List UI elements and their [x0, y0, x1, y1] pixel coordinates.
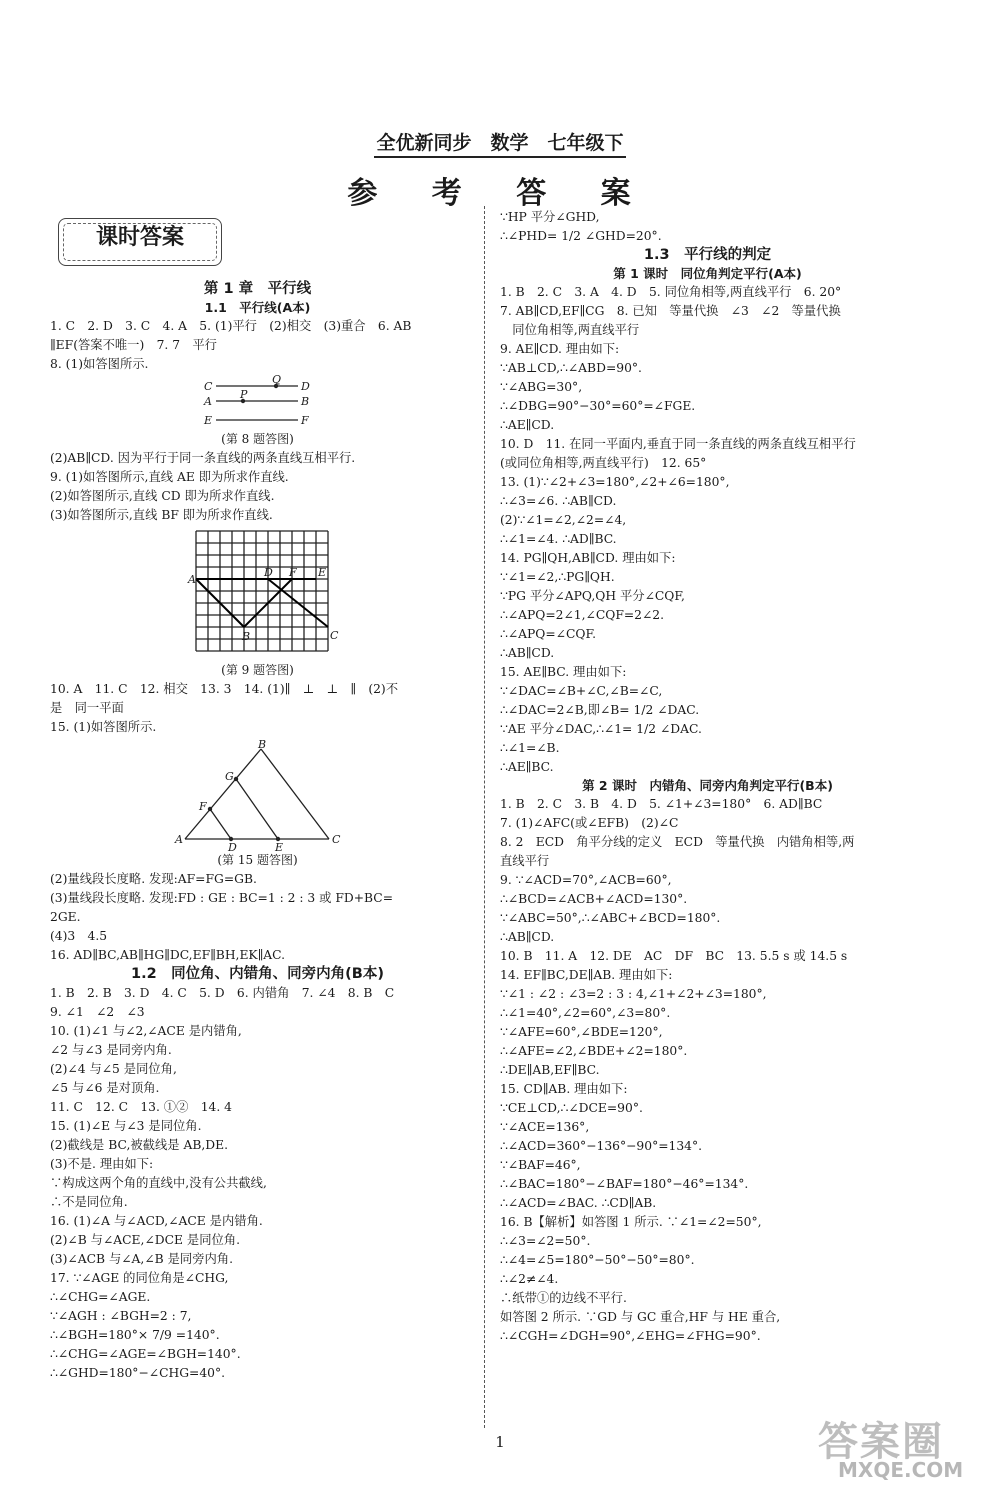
point [233, 777, 237, 781]
line-ab [185, 749, 261, 839]
answer-line: 15. AE∥BC. 理由如下: [500, 665, 627, 679]
answer-line: 如答图 2 所示. ∵GD 与 GC 重合,HF 与 HE 重合, [500, 1310, 781, 1324]
figure-8 [198, 373, 318, 428]
figure-15 [173, 738, 343, 854]
answer-line: ∵构成这两个角的直线中,没有公共截线, [50, 1176, 267, 1190]
label-d: D [263, 566, 273, 579]
answer-line: ∴∠1=∠4. ∴AD∥BC. [500, 532, 617, 546]
answer-line: ∵∠1 : ∠2 : ∠3=2 : 3 : 4,∠1+∠2+∠3=180°, [500, 987, 767, 1001]
answer-line: 2GE. [50, 910, 81, 924]
answer-line: ∵∠ABG=30°, [500, 380, 583, 394]
answer-line: ∴∠CHG=∠AGE=∠BGH=140°. [50, 1347, 241, 1361]
answer-line: (3)∠ACB 与∠A,∠B 是同旁内角. [50, 1252, 233, 1266]
answer-line: ∠5 与∠6 是对顶角. [50, 1081, 160, 1095]
label-b: B [241, 630, 250, 643]
answer-line: ∵∠DAC=∠B+∠C,∠B=∠C, [500, 684, 663, 698]
answer-line: ∵HP 平分∠GHD, [500, 210, 600, 224]
answer-line: ∴DE∥AB,EF∥BC. [500, 1063, 600, 1077]
answer-line: 9. ∠1 ∠2 ∠3 [50, 1005, 145, 1019]
answer-line: 16. (1)∠A 与∠ACD,∠ACE 是内错角. [50, 1214, 263, 1228]
answer-line: 13. (1)∵∠2+∠3=180°,∠2+∠6=180°, [500, 475, 730, 489]
section-heading: 第 1 课时 同位角判定平行(A本) [613, 266, 802, 281]
answer-line: 10. B 11. A 12. DE AC DF BC 13. 5.5 s 或 14.5 s [500, 949, 848, 963]
answer-line: ∴不是同位角. [50, 1195, 128, 1209]
page-title: 参 考 答 案 [347, 176, 653, 211]
answer-line: 9. ∵∠ACD=70°,∠ACB=60°, [500, 873, 672, 887]
answer-line: ∴∠CHG=∠AGE. [50, 1290, 151, 1304]
answer-line: (4)3 4.5 [50, 929, 108, 943]
answer-line: ∴AB∥CD. [500, 930, 555, 944]
label-f: F [300, 414, 309, 427]
answer-line: 同位角相等,两直线平行 [500, 323, 640, 337]
answer-line: 16. B【解析】如答图 1 所示. ∵∠1=∠2=50°, [500, 1215, 762, 1229]
series-title: 全优新同步 数学 七年级下 [0, 128, 1000, 155]
answer-line: ∴∠BCD=∠ACB+∠ACD=130°. [500, 892, 688, 906]
answer-line: ∴AE∥CD. [500, 418, 555, 432]
answer-line: 15. (1)如答图所示. [50, 720, 157, 734]
label-a: A [187, 573, 196, 586]
point [207, 807, 211, 811]
answer-line: ∴∠ACD=∠BAC. ∴CD∥AB. [500, 1196, 657, 1210]
section-badge: 课时答案 [58, 218, 222, 266]
label-c: C [331, 833, 340, 846]
answer-line: ∴AE∥BC. [500, 760, 554, 774]
answer-line: 16. AD∥BC,AB∥HG∥DC,EF∥BH,EK∥AC. [50, 948, 286, 962]
answer-line: ∥EF(答案不唯一) 7. 7 平行 [50, 338, 217, 352]
answer-line: ∴∠1=∠B. [500, 741, 560, 755]
answer-line: ∵∠BAF=46°, [500, 1158, 581, 1172]
label-c: C [203, 380, 212, 393]
answer-line: (2)量线段长度略. 发现:AF=FG=GB. [50, 872, 257, 886]
answer-line: ∵∠ABC=50°,∴∠ABC+∠BCD=180°. [500, 911, 721, 925]
answer-line: ∴∠APQ=∠CQF. [500, 627, 596, 641]
answer-line: (3)不是. 理由如下: [50, 1157, 154, 1171]
answer-line: (3)量线段长度略. 发现:FD : GE : BC=1 : 2 : 3 或 FD+BC= [50, 891, 394, 905]
label-a: A [174, 833, 183, 846]
answer-line: 10. D 11. 在同一平面内,垂直于同一条直线的两条直线互相平行 [500, 437, 856, 451]
answer-line: 是 同一平面 [50, 701, 124, 715]
watermark-logo: 答案圈 MXQE.COM [818, 1419, 964, 1482]
answer-line: ∵∠AGH : ∠BGH=2 : 7, [50, 1309, 192, 1323]
label-b: B [300, 395, 309, 408]
answer-line: ∴∠ACD=360°−136°−90°=134°. [500, 1139, 703, 1153]
label-d: D [227, 841, 237, 854]
figure-9-wrapper [50, 529, 465, 659]
answer-line: ∴∠1=40°,∠2=60°,∠3=80°. [500, 1006, 671, 1020]
section-heading: 1.1 平行线(A本) [204, 300, 311, 315]
answer-line: (或同位角相等,两直线平行) 12. 65° [500, 456, 707, 470]
section-heading: 第 2 课时 内错角、同旁内角判定平行(B本) [582, 778, 833, 793]
answer-line: ∴∠CGH=∠DGH=90°,∠EHG=∠FHG=90°. [500, 1329, 761, 1343]
answer-line: (2)如答图所示,直线 CD 即为所求作直线. [50, 489, 275, 503]
answer-line: 15. CD∥AB. 理由如下: [500, 1082, 628, 1096]
answer-line: ∵∠1=∠2,∴PG∥QH. [500, 570, 615, 584]
answer-line: 1. B 2. C 3. B 4. D 5. ∠1+∠3=180° 6. AD∥BC [500, 797, 823, 811]
label-a: A [203, 395, 212, 408]
figure-caption: (第 9 题答图) [221, 663, 294, 677]
answer-line: 9. AE∥CD. 理由如下: [500, 342, 620, 356]
label-b: B [257, 738, 266, 751]
line-fd [210, 809, 231, 839]
answer-line: ∵AB⊥CD,∴∠ABD=90°. [500, 361, 642, 375]
answer-line: 10. (1)∠1 与∠2,∠ACE 是内错角, [50, 1024, 242, 1038]
answer-line: 10. A 11. C 12. 相交 13. 3 14. (1)∥ ⊥ ⊥ ∥ (2)不 [50, 682, 399, 696]
answer-line: ∴∠GHD=180°−∠CHG=40°. [50, 1366, 226, 1380]
answer-line: (2)∠B 与∠ACE,∠DCE 是同位角. [50, 1233, 240, 1247]
answer-line: (3)如答图所示,直线 BF 即为所求作直线. [50, 508, 273, 522]
answer-line: ∴∠3=∠2=50°. [500, 1234, 591, 1248]
answer-line: ∵CE⊥CD,∴∠DCE=90°. [500, 1101, 643, 1115]
answer-line: ∴∠PHD= 1/2 ∠GHD=20°. [500, 229, 662, 243]
section-heading: 第 1 章 平行线 [203, 281, 312, 297]
right-column [500, 208, 915, 1346]
label-f: F [198, 800, 207, 813]
label-d: D [300, 380, 310, 393]
section-heading: 1.2 同位角、内错角、同旁内角(B本) [131, 966, 384, 982]
answer-line: 直线平行 [500, 854, 550, 868]
answer-line: 17. ∵∠AGE 的同位角是∠CHG, [50, 1271, 229, 1285]
answer-line: ∠2 与∠3 是同旁内角. [50, 1043, 172, 1057]
answer-line: 15. (1)∠E 与∠3 是同位角. [50, 1119, 202, 1133]
answer-line: 1. C 2. D 3. C 4. A 5. (1)平行 (2)相交 (3)重合 6. AB [50, 319, 412, 333]
answer-line: ∴AB∥CD. [500, 646, 555, 660]
answer-line: ∴∠3=∠6. ∴AB∥CD. [500, 494, 617, 508]
answer-line: (2)∵∠1=∠2,∠2=∠4, [500, 513, 627, 527]
line-ge [236, 779, 278, 839]
label-e: E [203, 414, 212, 427]
answer-line: ∴∠DAC=2∠B,即∠B= 1/2 ∠DAC. [500, 703, 700, 717]
answer-line: ∴∠APQ=2∠1,∠CQF=2∠2. [500, 608, 665, 622]
answer-line: ∴∠4=∠5=180°−50°−50°=80°. [500, 1253, 695, 1267]
answer-line: 8. 2 ECD 角平分线的定义 ECD 等量代换 内错角相等,两 [500, 835, 855, 849]
page-number: 1 [495, 1433, 505, 1451]
answer-line: ∵∠AFE=60°,∠BDE=120°, [500, 1025, 663, 1039]
answer-line: ∴∠AFE=∠2,∠BDE+∠2=180°. [500, 1044, 688, 1058]
answer-line: ∵AE 平分∠DAC,∴∠1= 1/2 ∠DAC. [500, 722, 702, 736]
answer-line: ∴纸带①的边线不平行. [500, 1291, 627, 1305]
answer-line: ∵∠ACE=136°, [500, 1120, 590, 1134]
answer-line: 9. (1)如答图所示,直线 AE 即为所求作直线. [50, 470, 289, 484]
answer-line: 11. C 12. C 13. ①② 14. 4 [50, 1100, 232, 1114]
answer-line: ∴∠BAC=180°−∠BAF=180°−46°=134°. [500, 1177, 749, 1191]
answer-line: 8. (1)如答图所示. [50, 357, 149, 371]
line-bc [261, 749, 329, 839]
label-f: F [288, 566, 297, 579]
label-c: C [329, 629, 338, 642]
figure-8-wrapper [50, 373, 465, 428]
figure-9 [187, 529, 338, 659]
label-p: P [239, 388, 247, 401]
label-e: E [274, 841, 283, 854]
answer-line: (2)AB∥CD. 因为平行于同一条直线的两条直线互相平行. [50, 451, 356, 465]
answer-line: ∴∠2≠∠4. [500, 1272, 559, 1286]
left-column [50, 208, 465, 1383]
answer-line: ∵PG 平分∠APQ,QH 平分∠CQF, [500, 589, 685, 603]
figure-15-wrapper [50, 738, 465, 854]
figure-caption: (第 15 题答图) [217, 853, 298, 867]
answer-line: 7. AB∥CD,EF∥CG 8. 已知 等量代换 ∠3 ∠2 等量代换 [500, 304, 841, 318]
answer-line: 1. B 2. B 3. D 4. C 5. D 6. 内错角 7. ∠4 8. B C [50, 986, 395, 1000]
section-heading: 1.3 平行线的判定 [643, 247, 772, 263]
answer-line: (2)截线是 BC,被截线是 AB,DE. [50, 1138, 229, 1152]
label-q: Q [271, 373, 281, 386]
answer-line: 14. EF∥BC,DE∥AB. 理由如下: [500, 968, 673, 982]
label-g: G [224, 770, 234, 783]
answer-line: 7. (1)∠AFC(或∠EFB) (2)∠C [500, 816, 679, 830]
label-e: E [317, 566, 326, 579]
figure-caption: (第 8 题答图) [221, 432, 294, 446]
column-divider [484, 206, 485, 1428]
answer-line: (2)∠4 与∠5 是同位角, [50, 1062, 177, 1076]
answer-line: 14. PG∥QH,AB∥CD. 理由如下: [500, 551, 676, 565]
answer-line: 1. B 2. C 3. A 4. D 5. 同位角相等,两直线平行 6. 20° [500, 285, 842, 299]
answer-line: ∴∠DBG=90°−30°=60°=∠FGE. [500, 399, 696, 413]
answer-line: ∴∠BGH=180°× 7/9 =140°. [50, 1328, 220, 1342]
